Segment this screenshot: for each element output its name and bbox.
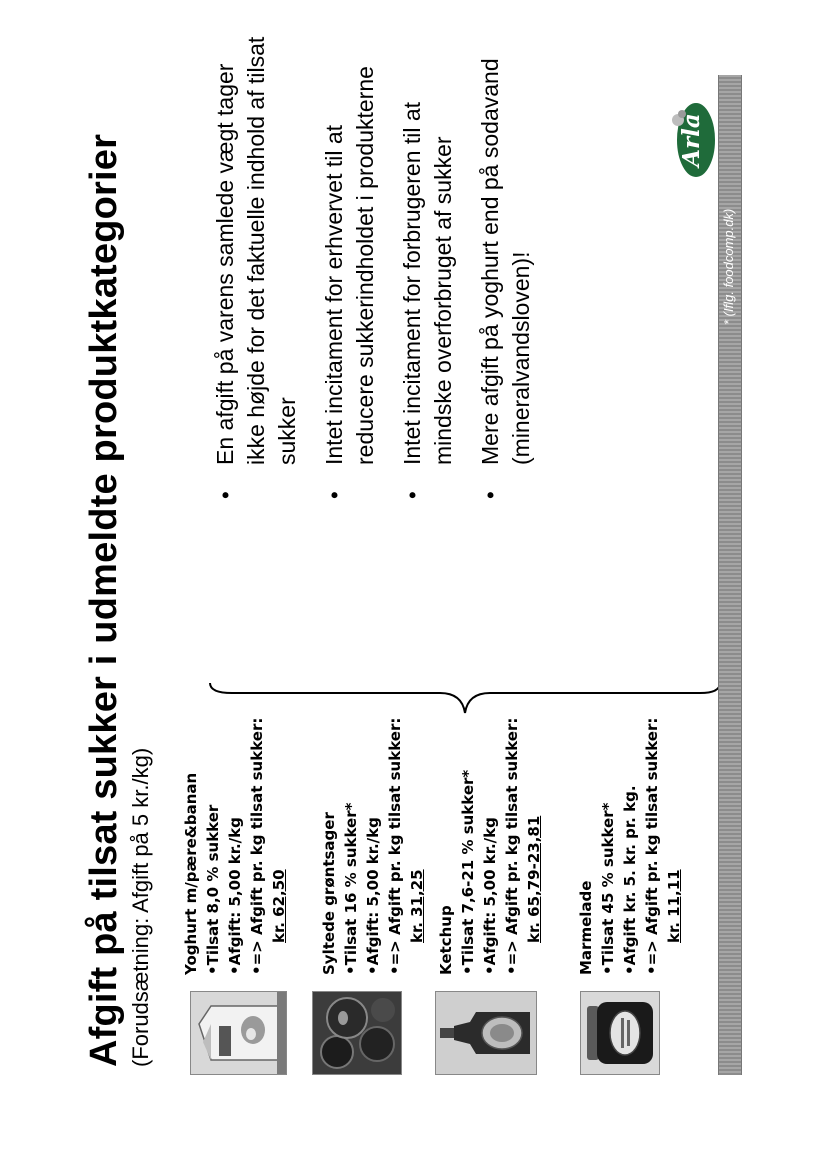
jam-jar-image (580, 991, 660, 1075)
logo-text: Arla (678, 113, 705, 167)
list-item (397, 35, 459, 505)
product-result: kr. 62,50 (270, 869, 288, 943)
product-tax-per-kg-line: •=> Afgift pr. kg tilsat sukker: (386, 717, 404, 975)
slide (60, 35, 760, 1095)
slide-subtitle: (Forudsætning: Afgift på 5 kr./kg) (128, 747, 153, 1067)
bullet-dot: • (213, 491, 238, 499)
list-item (210, 35, 303, 505)
product-name: Yoghurt m/pære&banan (182, 772, 200, 975)
bullet-dot: • (400, 491, 425, 499)
list-item (475, 35, 537, 505)
product-tax-line: •Afgift kr. 5. kr. pr. kg. (621, 785, 639, 975)
ketchup-bottle-icon (436, 992, 536, 1074)
product-ketchup (435, 675, 545, 975)
product-marmalade (575, 675, 685, 975)
argument-list (210, 35, 553, 505)
product-name: Ketchup (437, 905, 455, 975)
arla-logo (670, 100, 720, 180)
product-sugar-line: •Tilsat 45 % sukker* (599, 802, 617, 975)
product-result: kr. 11,11 (665, 869, 683, 943)
product-result: kr. 65,79-23,81 (525, 815, 543, 943)
product-result: kr. 31,25 (408, 869, 426, 943)
product-tax-per-kg-line: •=> Afgift pr. kg tilsat sukker: (503, 717, 521, 975)
jam-jar-icon (581, 992, 659, 1074)
bullet-text: Intet incitament for forbrugeren til at mindske overforbruget af sukker (399, 101, 456, 465)
slide-title: Afgift på tilsat sukker i udmeldte produktkategorier (83, 133, 125, 1067)
bullet-text: Intet incitament for erhvervet til at reducere sukkerindholdet i produkterne (321, 66, 378, 465)
product-tax-line: •Afgift: 5,00 kr./kg (226, 817, 244, 975)
pickled-vegetables-image (312, 991, 402, 1075)
product-tax-per-kg-line: •=> Afgift pr. kg tilsat sukker: (248, 717, 266, 975)
product-sugar-line: •Tilsat 16 % sukker* (342, 802, 360, 975)
ketchup-bottle-image (435, 991, 537, 1075)
source-footnote: * (Iflg. foodcomp.dk) (721, 208, 736, 325)
pickled-vegetables-icon (313, 992, 401, 1074)
product-sugar-line: •Tilsat 8,0 % sukker (204, 804, 222, 975)
yoghurt-carton-image (190, 991, 287, 1075)
milk-carton-icon (191, 992, 286, 1074)
product-name: Marmelade (577, 880, 595, 975)
product-tax-per-kg-line: •=> Afgift pr. kg tilsat sukker: (643, 717, 661, 975)
list-item (319, 35, 381, 505)
bullet-text: En afgift på varens samlede vægt tager ikke højde for det faktuelle indhold af tilsat sukker (212, 36, 300, 465)
product-sugar-line: •Tilsat 7,6-21 % sukker* (459, 769, 477, 975)
bullet-dot: • (322, 491, 347, 499)
product-name: Syltede grøntsager (320, 812, 338, 975)
product-tax-line: •Afgift: 5,00 kr./kg (364, 817, 382, 975)
bullet-text: Mere afgift på yoghurt end på sodavand (mineralvandsloven)! (477, 58, 534, 465)
product-pickled-vegetables (318, 675, 428, 975)
product-tax-line: •Afgift: 5,00 kr./kg (481, 817, 499, 975)
product-yoghurt (180, 675, 290, 975)
bullet-dot: • (478, 491, 503, 499)
